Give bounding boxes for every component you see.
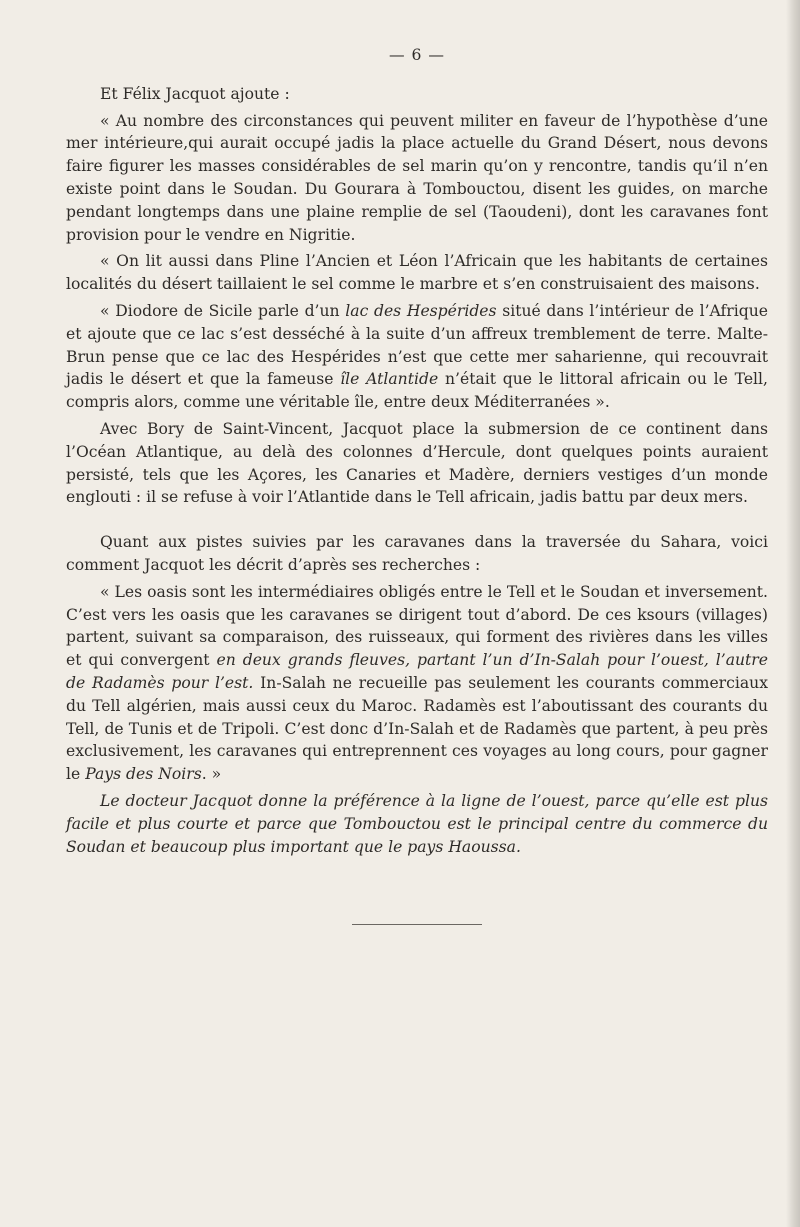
- quote-paragraph-1: « Au nombre des circonstances qui peuvent militer en faveur de l’hypothèse d’une mer intérieure,qui aurait occupé jadis la place actuelle du Grand Désert, nous devons faire figurer les masses considérables de sel marin qu’on y rencontre, tandis qu’il n’en existe point dans le Soudan. Du Gourara à Tombouctou, disent les guides, on marche pendant longtemps dans une plaine remplie de sel (Taoudeni), dont les caravanes font provision pour le vendre en Nigritie.: [66, 111, 768, 244]
- quote-paragraph-2: « On lit aussi dans Pline l’Ancien et Léon l’Africain que les habitants de certaines localités du désert taillaient le sel comme le marbre et s’en construisaient des maisons.: [66, 252, 768, 294]
- text-run: situé dans l’intérieur de l’Afrique et ajoute que ce lac s’est desséché à la suite d’un affreux tremblement de terre. Malte-Brun pense que ce lac des Hespérides n’est que cette mer saharienne, qui recouvrait jadis le désert et que la fameuse: [66, 301, 768, 389]
- italic-term-ile-atlantide: île Atlantide: [340, 370, 439, 389]
- body-paragraph-4: Avec Bory de Saint-Vincent, Jacquot place la submersion de ce continent dans l’Océan Atlantique, au delà des colonnes d’Hercule, dont quelques points auraient persisté, tels que les Açores, les Canaries et Madère, derniers vestiges d’un monde englouti : il se refuse à voir l’Atlantide dans le Tell africain, jadis battu par deux mers.: [66, 419, 768, 507]
- section-gap: [66, 513, 768, 531]
- document-page: [66, 44, 768, 925]
- end-rule: [352, 924, 482, 925]
- text-run: « Diodore de Sicile parle d’un: [100, 301, 346, 320]
- quote-paragraph-6: [66, 581, 768, 786]
- italic-term-lac-des-hesperides: lac des Hespérides: [345, 301, 497, 320]
- text-run: « Les oasis sont les intermédiaires obligés entre le Tell et le Soudan et inversement. C’est vers les oasis que les caravanes se dirigent tout d’abord. De ces ksours (villages) partent, suivant sa comparaison, des ruisseaux, qui forment des rivières dans les villes et qui convergent: [66, 582, 768, 670]
- italic-term-pays-des-noirs: Pays des Noirs: [85, 765, 202, 784]
- text-run: . »: [201, 765, 222, 784]
- italic-phrase-grands-fleuves: en deux grands fleuves, partant l’un d’In-Salah pour l’ouest, l’autre de Radamès pour l’est.: [66, 651, 768, 692]
- page-edge-shadow: [786, 0, 800, 1227]
- text-run: n’était que le littoral africain ou le Tell, compris alors, comme une véritable île, entre deux Méditerranées ».: [66, 370, 768, 412]
- text-run: In-Salah ne recueille pas seulement les courants commerciaux du Tell algérien, mais aussi ceux du Maroc. Radamès est l’aboutissant des courants du Tell, de Tunis et de Tripoli. C’est donc d’In-Salah et de Radamès que partent, à peu près exclusivement, les caravanes qui entreprennent ces voyages au long cours, pour gagner le: [66, 673, 768, 784]
- closing-italic-paragraph: Le docteur Jacquot donne la préférence à la ligne de l’ouest, parce qu’elle est plus facile et plus courte et parce que Tombouctou est le principal centre du commerce du Soudan et beaucoup plus important que le pays Haoussa.: [66, 791, 768, 856]
- quote-paragraph-3: [66, 300, 768, 414]
- intro-paragraph: Et Félix Jacquot ajoute :: [100, 84, 290, 103]
- page-number: — 6 —: [388, 46, 446, 64]
- body-paragraph-5: Quant aux pistes suivies par les caravanes dans la traversée du Sahara, voici comment Jacquot les décrit d’après ses recherches :: [66, 533, 768, 574]
